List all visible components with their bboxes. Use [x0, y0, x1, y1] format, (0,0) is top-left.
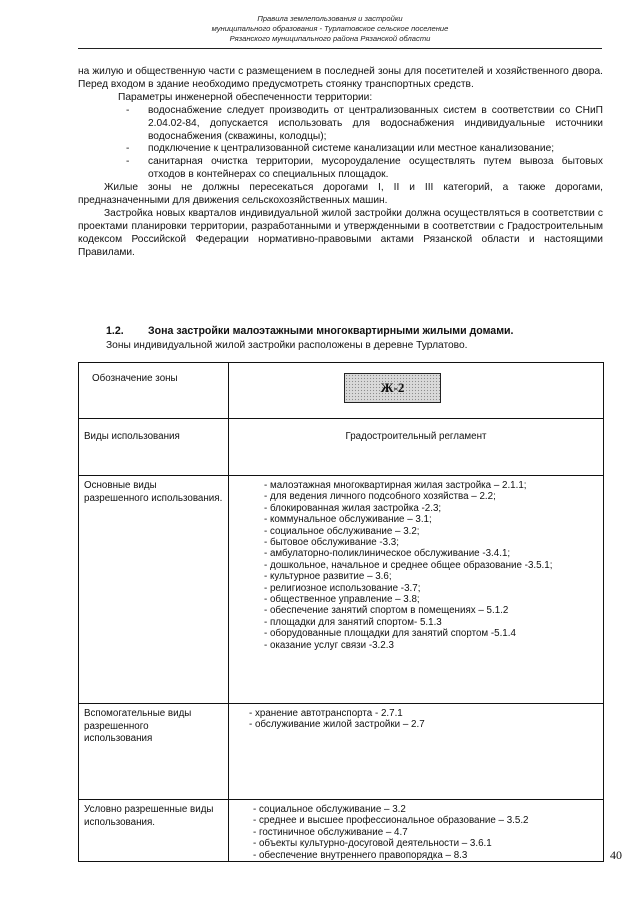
zone-label: Обозначение зоны [92, 373, 178, 384]
body-text [78, 66, 603, 260]
main-uses-label: Основные виды разрешенного использования. [84, 480, 223, 504]
list-item: - среднее и высшее профессиональное образование – 3.5.2 [253, 815, 529, 827]
dash-bullet: - [126, 143, 130, 155]
zone-label-cell [79, 363, 229, 419]
paragraph-2: Жилые зоны не должны пересекаться дорогами I, II и III категорий, а также дорогами, предназначенными для движения сельскохозяйственных машин. [78, 182, 603, 207]
section-subtitle: Зоны индивидуальной жилой застройки расположены в деревне Турлатово. [106, 340, 468, 351]
engineering-list [78, 105, 603, 182]
reglament-label-cell [229, 419, 604, 476]
uses-label-cell [79, 419, 229, 476]
table-row-zone [79, 363, 604, 419]
header-line-1: Правила землепользования и застройки [257, 14, 403, 23]
list-item: - площадки для занятий спортом- 5.1.3 [264, 616, 442, 628]
reglament-label: Градостроительный регламент [345, 431, 487, 442]
list-item: - культурное развитие – 3.6; [264, 571, 392, 583]
aux-uses-list [249, 708, 603, 731]
list-item: - дошкольное, начальное и среднее общее образование -3.5.1; [264, 559, 553, 571]
list-item: - объекты культурно-досуговой деятельности – 3.6.1 [253, 838, 492, 850]
section-number: 1.2. [106, 325, 124, 337]
list-item: - обеспечение занятий спортом в помещениях – 5.1.2 [264, 605, 509, 617]
engineering-item-text: санитарная очистка территории, мусороудаление осуществлять путем вывоза бытовых отходов в контейнерах со специальных площадок. [148, 156, 603, 181]
aux-label-cell [79, 704, 229, 800]
paragraph-1: на жилую и общественную части с размещением в последней зоны для посетителей и хозяйственного двора. Перед входом в здание необходимо предусмотреть стоянку транспортных средств. [78, 66, 603, 90]
paragraph-3: Застройка новых кварталов индивидуальной жилой застройки должна осуществляться в соответствии с проектами планировки территории, разработанными и утвержденными в соответствии с Градостроительным кодексом Российской Федерации нормативно-правовыми актами Рязанской области и настоящими Правилами. [78, 207, 603, 258]
zone-code: Ж-2 [380, 380, 405, 396]
list-item: - хранение автотранспорта - 2.7.1 [249, 708, 403, 719]
header-rule [78, 48, 602, 49]
aux-uses-label: Вспомогательные виды разрешенного использования [84, 708, 192, 744]
zone-code-box [344, 373, 441, 403]
list-item: - гостиничное обслуживание – 4.7 [253, 826, 408, 838]
params-title: Параметры инженерной обеспеченности территории: [118, 91, 373, 103]
cond-uses-cell [229, 800, 604, 862]
engineering-item-text: водоснабжение следует производить от централизованных систем в соответствии со СНиП 2.04.02-84, допускается использовать для водоснабжения индивидуальные источники водоснабжения (скважины, колодцы); [148, 104, 603, 142]
main-uses-cell [229, 476, 604, 704]
list-item: - амбулаторно-поликлиническое обслуживание -3.4.1; [264, 548, 511, 560]
engineering-item [126, 104, 603, 144]
cond-uses-list [253, 804, 603, 861]
table-row-conditional [79, 800, 604, 862]
list-item: - социальное обслуживание – 3.2 [253, 804, 406, 815]
list-item: - блокированная жилая застройка -2.3; [264, 502, 442, 514]
list-item: - оборудованные площадки для занятий спортом -5.1.4 [264, 628, 516, 640]
list-item: - общественное управление – 3.8; [264, 594, 420, 606]
aux-uses-cell [229, 704, 604, 800]
engineering-item [126, 156, 603, 182]
section-title: Зона застройки малоэтажными многоквартирными жилыми домами. [148, 325, 514, 337]
list-item: - религиозное использование -3.7; [264, 582, 421, 594]
header-line-2: муниципального образования - Турлатовское сельское поселение [211, 24, 449, 33]
section-heading [106, 325, 514, 337]
zone-regulation-table [78, 362, 604, 862]
dash-bullet: - [126, 156, 130, 168]
cond-uses-label: Условно разрешенные виды использования. [84, 804, 214, 828]
list-item: - для ведения личного подсобного хозяйства – 2.2; [264, 491, 496, 503]
main-label-cell [79, 476, 229, 704]
cond-label-cell [79, 800, 229, 862]
zone-code-cell [229, 363, 604, 419]
main-uses-list [259, 480, 603, 651]
engineering-item-text: подключение к централизованной системе канализации или местное канализование; [148, 143, 555, 155]
table-row-aux [79, 704, 604, 800]
running-header [150, 14, 510, 44]
dash-bullet: - [126, 104, 130, 116]
engineering-item [126, 143, 603, 156]
list-item: - социальное обслуживание – 3.2; [264, 525, 420, 537]
table-row-header [79, 419, 604, 476]
list-item: - малоэтажная многоквартирная жилая застройка – 2.1.1; [264, 480, 527, 491]
list-item: - оказание услуг связи -3.2.3 [264, 639, 394, 651]
list-item: - коммунальное обслуживание – 3.1; [264, 514, 432, 526]
uses-label: Виды использования [84, 431, 180, 442]
page-number: 40 [610, 848, 622, 862]
list-item: - обслуживание жилой застройки – 2.7 [249, 719, 425, 731]
table-row-main [79, 476, 604, 704]
list-item: - бытовое обслуживание -3.3; [264, 537, 399, 549]
list-item: - обеспечение внутреннего правопорядка – 8.3 [253, 849, 468, 861]
header-line-3: Рязанского муниципального района Рязанской области [229, 34, 431, 43]
